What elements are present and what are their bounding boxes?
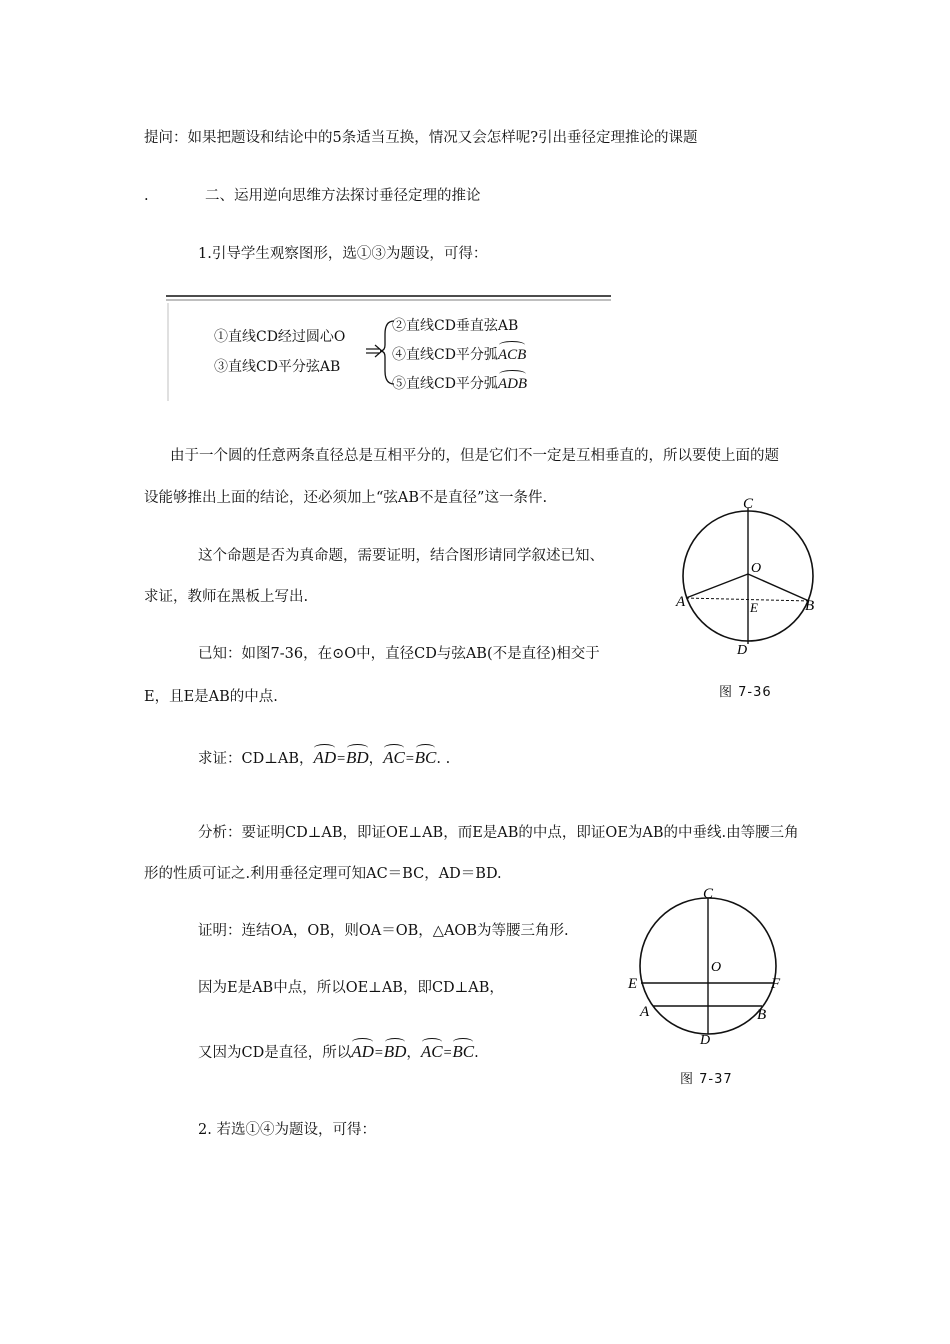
proof-line3: 又因为CD是直径，所以AD=BD，AC=BC. <box>198 1042 479 1061</box>
scheme-res2: ②直线CD垂直弦AB <box>392 318 519 334</box>
fig37-label-c: C <box>703 886 714 902</box>
given-line1: 已知：如图7-36，在⊙O中，直径CD与弦AB(不是直径)相交于 <box>198 646 600 662</box>
proof-line1: 证明：连结OA，OB，则OA＝OB，△AOB为等腰三角形. <box>198 923 569 939</box>
scheme-cond1: ①直线CD经过圆心O <box>214 329 346 345</box>
fig37-caption: 图 7-37 <box>680 1072 733 1087</box>
question-text: 提问：如果把题设和结论中的5条适当互换，情况又会怎样呢?引出垂径定理推论的课题 <box>144 130 698 146</box>
arc-bd: BD <box>345 748 369 767</box>
analysis-line1: 分析：要证明CD⊥AB，即证OE⊥AB，而E是AB的中点，即证OE为AB的中垂线.由等腰三角 <box>198 825 799 841</box>
fig37-label-a: A <box>640 1004 650 1020</box>
figure-7-36 <box>672 494 822 664</box>
proof-line2: 因为E是AB中点，所以OE⊥AB，即CD⊥AB， <box>198 980 504 996</box>
scheme-cond3: ③直线CD平分弦AB <box>214 359 341 375</box>
step2-text: 2. 若选①④为题设，可得： <box>198 1122 376 1138</box>
analysis-line2: 形的性质可证之.利用垂径定理可知AC＝BC，AD＝BD. <box>144 866 502 882</box>
arc-bc: BC <box>414 748 437 767</box>
fig37-label-d: D <box>700 1033 711 1046</box>
fig37-label-f: F <box>771 976 781 992</box>
arc-bd-2: BD <box>383 1042 407 1061</box>
arc-ac: AC <box>383 748 405 767</box>
fig36-label-b: B <box>805 598 815 614</box>
fig37-label-e: E <box>628 976 638 992</box>
para2-line2: 求证，教师在黑板上写出. <box>144 589 309 605</box>
para1-line2: 设能够推出上面的结论，还必须加上“弦AB不是直径”这一条件. <box>144 490 548 506</box>
arc-ad: AD <box>313 748 337 767</box>
arc-acb: ACB <box>497 347 527 363</box>
fig36-label-e: E <box>750 600 758 615</box>
fig36-segment-oa <box>686 574 748 598</box>
scheme-res4: ④直线CD平分弧ACB <box>392 347 527 363</box>
arc-bc-2: BC <box>452 1042 475 1061</box>
fig37-label-b: B <box>757 1007 767 1023</box>
figure-7-37 <box>626 886 786 1046</box>
arc-adb: ADB <box>497 376 528 392</box>
fig36-caption: 图 7-36 <box>719 685 772 700</box>
section-title: 二、运用逆向思维方法探讨垂径定理的推论 <box>205 188 481 204</box>
scheme-res5: ⑤直线CD平分弧ADB <box>392 376 528 392</box>
fig36-label-o: O <box>751 561 762 576</box>
scheme-figure <box>166 289 611 404</box>
fig36-label-d: D <box>737 643 748 658</box>
para1-line1: 由于一个圆的任意两条直径总是互相平分的，但是它们不一定是互相垂直的，所以要使上面的题 <box>170 448 779 464</box>
given-line2: E，且E是AB的中点. <box>144 689 278 705</box>
arc-ac-2: AC <box>420 1042 443 1061</box>
fig36-label-c: C <box>743 496 754 512</box>
prove-line: 求证：CD⊥AB，AD=BD，AC=BC. . <box>198 748 451 767</box>
step1-text: 1.引导学生观察图形，选①③为题设，可得： <box>198 246 488 262</box>
para2-line1: 这个命题是否为真命题，需要证明，结合图形请同学叙述已知、 <box>198 548 604 564</box>
section-dot: . <box>144 188 149 204</box>
fig36-segment-ob <box>748 574 809 601</box>
fig37-label-o: O <box>711 960 722 975</box>
arc-ad-2: AD <box>351 1042 374 1061</box>
fig36-label-a: A <box>676 594 686 610</box>
